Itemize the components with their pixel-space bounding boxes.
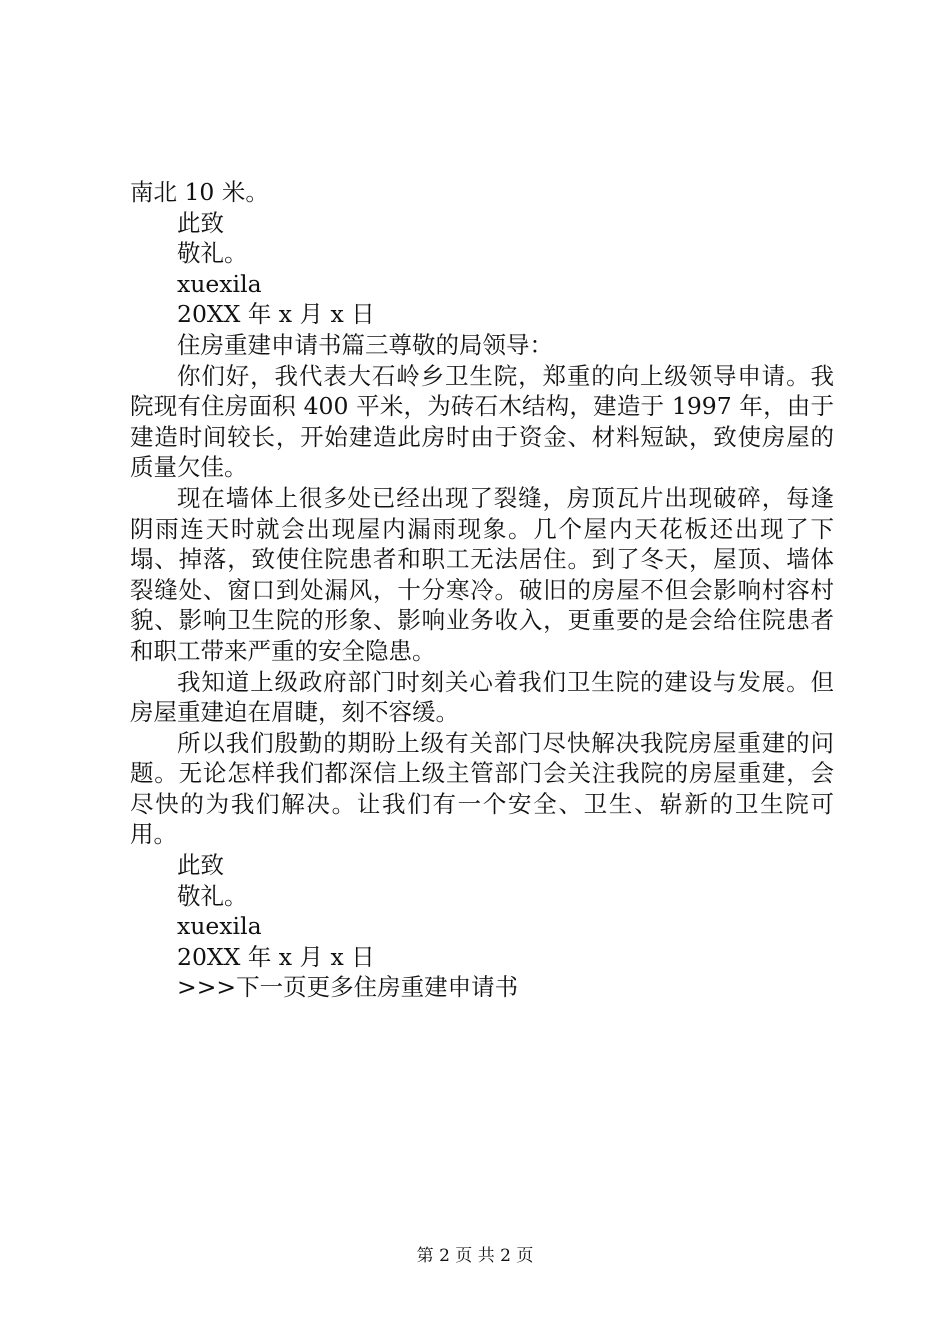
signature-line: xuexila — [177, 269, 262, 298]
paragraph: 你们好，我代表大石岭乡卫生院，郑重的向上级领导申请。我院现有住房面积 400 平米，为砖石木结构，建造于 1997 年，由于建造时间较长，开始建造此房时由于资金、材料短缺，致使房屋的质量欠佳。 — [130, 361, 834, 482]
paragraph: 我知道上级政府部门时刻关心着我们卫生院的建设与发展。但房屋重建迫在眉睫，刻不容缓。 — [130, 667, 834, 727]
text-line: 南北 10 米。 — [130, 178, 269, 206]
salutation-line: 此致 — [177, 851, 224, 880]
salutation-line: 此致 — [177, 208, 224, 237]
document-body — [130, 177, 834, 1003]
page-number-footer: 第 2 页 共 2 页 — [416, 1246, 534, 1266]
signature-line: xuexila — [177, 912, 262, 941]
date-line: 20XX 年 x 月 x 日 — [177, 300, 375, 329]
next-page-link[interactable]: >>>下一页更多住房重建申请书 — [177, 973, 519, 1002]
section-heading: 住房重建申请书篇三尊敬的局领导： — [177, 330, 553, 359]
paragraph: 现在墙体上很多处已经出现了裂缝，房顶瓦片出现破碎，每逢阴雨连天时就会出现屋内漏雨现象。几个屋内天花板还出现了下塌、掉落，致使住院患者和职工无法居住。到了冬天，屋顶、墙体裂缝处、窗口到处漏风，十分寒冷。破旧的房屋不但会影响村容村貌、影响卫生院的形象、影响业务收入，更重要的是会给住院患者和职工带来严重的安全隐患。 — [130, 483, 834, 665]
salutation-line: 敬礼。 — [177, 881, 248, 910]
salutation-line: 敬礼。 — [177, 239, 248, 268]
date-line: 20XX 年 x 月 x 日 — [177, 942, 375, 971]
paragraph: 所以我们殷勤的期盼上级有关部门尽快解决我院房屋重建的问题。无论怎样我们都深信上级主管部门会关注我院的房屋重建，会尽快的为我们解决。让我们有一个安全、卫生、崭新的卫生院可用。 — [130, 728, 834, 849]
